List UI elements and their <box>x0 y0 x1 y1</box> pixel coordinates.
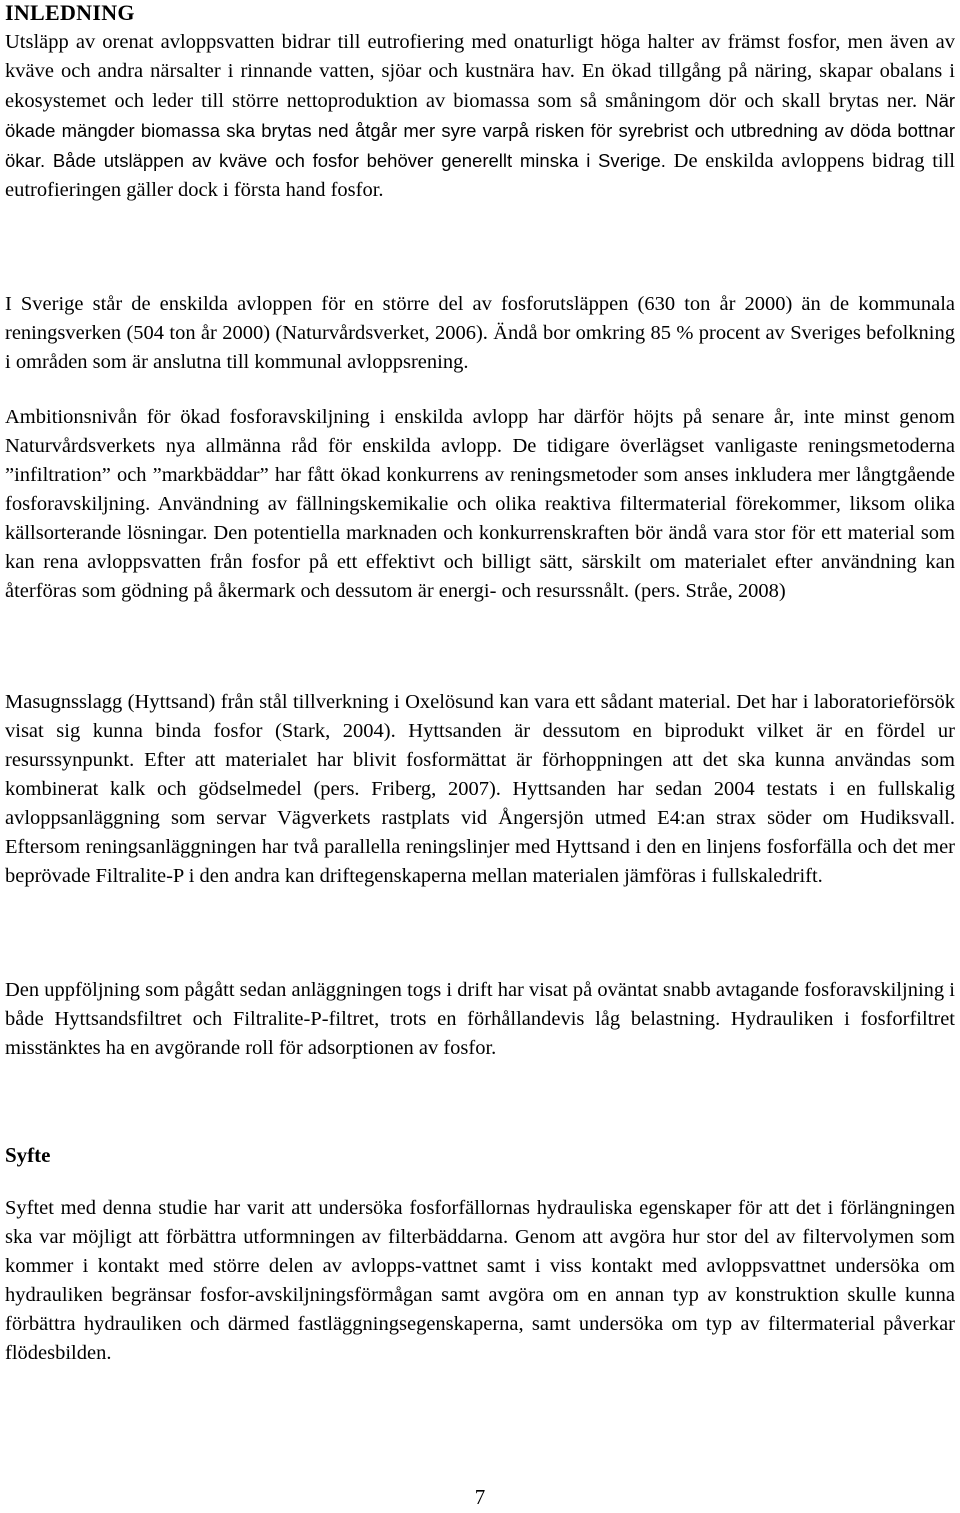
paragraph-introduction-part-3: De enskilda avloppens bidrag till eutrofieringen gäller dock i första hand fosfor. <box>5 150 955 201</box>
paragraph-introduction-part-1: Utsläpp av orenat avloppsvatten bidrar till eutrofiering med onaturligt höga halter av främst fosfor, men även av kväve och andra närsalter i rinnande vatten, sjöar och kustnära hav. En ökad tillgång på näring, skapar obalans i ekosystemet och leder till större nettoproduktion av biomassa som så småningom dör och skall brytas ner. <box>5 31 955 112</box>
page-number: 7 <box>474 1485 486 1509</box>
paragraph-introduction-part-2: När ökade mängder biomassa ska brytas ned åtgår mer syre varpå risken för syrebrist och utbredning av döda bottnar ökar. Både utsläppen av kväve och fosfor behöver generellt minska i Sverige. <box>5 90 956 171</box>
section-heading: INLEDNING <box>5 0 135 25</box>
paragraph-follow-up: Den uppföljning som pågått sedan anläggningen togs i drift har visat på oväntat snabb avtagande fosforavskiljning i både Hyttsandsfiltret och Filtralite-P-filtret, trots en förhållandevis låg belastning. Hydrauliken i fosforfiltret misstänktes ha en avgörande roll för adsorptionen av fosfor. <box>5 979 955 1059</box>
paragraph-introduction <box>5 28 955 205</box>
paragraph-emissions: I Sverige står de enskilda avloppen för en större del av fosforutsläppen (630 ton år 2000) än de kommunala reningsverken (504 ton år 2000) (Naturvårdsverket, 2006). Ändå bor omkring 85 % procent av Sveriges befolkning i områden som är anslutna till kommunal avloppsrening. <box>5 293 955 373</box>
paragraph-purpose: Syftet med denna studie har varit att undersöka fosforfällornas hydrauliska egenskaper för att det i förlängningen ska var möjligt att förbättra utformningen av filterbäddarna. Genom att avgöra hur stor del av filtervolymen som kommer i kontakt med större delen av avlopps-vattnet samt i viss kontakt med avloppsvattnet undersöka om hydrauliken begränsar fosfor-avskiljningsförmågan samt avgöra om en annan typ av konstruktion skulle kunna förbättra hydrauliken och därmed fastläggningsegenskaperna, samt undersöka om typ av filtermaterial påverkar flödesbilden. <box>5 1197 955 1364</box>
paragraph-hyttsand: Masugnsslagg (Hyttsand) från stål tillverkning i Oxelösund kan vara ett sådant material. Det har i laboratorieförsök visat sig kunna binda fosfor (Stark, 2004). Hyttsanden är dessutom en biprodukt vilket är en fördel ur resurssynpunkt. Efter att materialet har blivit fosformättat är förhoppningen att det ska kunna användas som kombinerat kalk och gödselmedel (pers. Friberg, 2007). Hyttsanden har sedan 2004 testats i en fullskalig avloppsanläggning som servar Vägverkets rastplats vid Ångersjön utmed E4:an strax söder om Hudiksvall. Eftersom reningsanläggningen har två parallella reningslinjer med Hyttsand i den en linjens fosforfälla och det mer beprövade Filtralite-P i den andra kan driftegenskaperna mellan materialen jämföras i fullskaledrift. <box>5 691 955 887</box>
subsection-heading: Syfte <box>5 1143 51 1167</box>
paragraph-ambition: Ambitionsnivån för ökad fosforavskiljning i enskilda avlopp har därför höjts på senare år, inte minst genom Naturvårdsverkets nya allmänna råd för enskilda avlopp. De tidigare överlägset vanligaste reningsmetoderna ”infiltration” och ”markbäddar” har fått ökad konkurrens av reningsmetoder som anses inkludera mer långtgående fosforavskiljning. Användning av fällningskemikalie och olika reaktiva filtermaterial förekommer, liksom olika källsorterande lösningar. Den potentiella marknaden och konkurrenskraften bör ändå vara stor för ett material som kan rena avloppsvatten från fosfor på ett effektivt och billigt sätt, särskilt om materialet efter användning kan återföras som gödning på åkermark och dessutom är energi- och resurssnålt. (pers. Stråe, 2008) <box>5 406 955 602</box>
